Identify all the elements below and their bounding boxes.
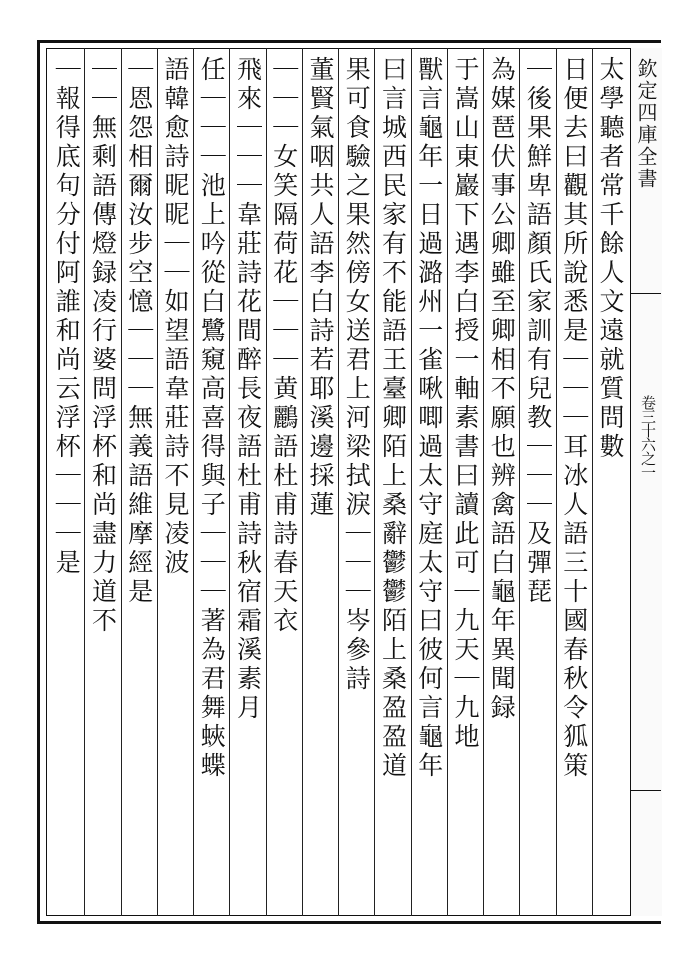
column-rule [374, 48, 375, 916]
margin-volume: 卷三十六之一 [639, 395, 657, 479]
column-rule [229, 48, 230, 916]
text-column: 為媒琶伏事公卿雖至卿相不願也辨禽語白龜年異聞録 [487, 56, 517, 723]
column-rule [302, 48, 303, 916]
column-rule [193, 48, 194, 916]
margin-divider [630, 293, 661, 294]
margin-divider [630, 790, 661, 791]
text-column: 飛來｜｜｜韋莊詩花間醉長夜語杜甫詩秋宿霜溪素月 [233, 56, 263, 723]
column-rule [121, 48, 122, 916]
text-column: 日便去曰觀其所說悉是｜｜｜耳冰人語三十國春秋令狐策 [559, 56, 589, 781]
text-column: ｜後果鮮卑語顏氏家訓有兒教｜｜｜及彈琵 [523, 56, 553, 607]
column-rule [519, 48, 520, 916]
column-rule [592, 48, 593, 916]
column-rule [84, 48, 85, 916]
text-column: ｜報得底句分付阿誰和尚云浮杯｜｜｜是 [52, 56, 82, 578]
column-rule [483, 48, 484, 916]
text-column: 語韓愈詩昵昵｜｜如望語韋莊詩不見凌波 [161, 56, 190, 578]
column-rule [157, 48, 158, 916]
column-rule [266, 48, 267, 916]
text-column: 任｜｜｜池上吟從白鷺窺高喜得與子｜｜｜著為君舞蛺蝶 [197, 56, 227, 781]
column-rule [411, 48, 412, 916]
column-rule [338, 48, 339, 916]
text-column: 太學聽者常千餘人文遠就質問數 [596, 56, 625, 462]
text-column: 董賢氣咽共人語李白詩若耶溪邊採蓮 [306, 56, 335, 520]
text-column: ｜｜｜女笑隔荷花｜｜｜黄鸝語杜甫詩春天衣 [269, 56, 299, 636]
text-column: 獸言龜年一日過潞州一雀啾唧過太守庭太守曰彼何言龜年 [414, 56, 444, 781]
text-column: ｜恩怨相爾汝步空憶｜｜｜無義語維摩經是 [124, 56, 154, 607]
text-column: ｜｜無剩語傳燈録凌行婆問浮杯和尚盡力道不 [88, 56, 118, 636]
text-column: 曰言城西民家有不能語王臺卿陌上桑辭鬱鬱陌上桑盈盈道 [378, 56, 408, 781]
column-rule [556, 48, 557, 916]
margin-title: 欽定四庫全書 [634, 58, 658, 190]
column-rule [447, 48, 448, 916]
text-column: 果可食驗之果然傍女送君上河梁拭淚｜｜｜岑參詩 [342, 56, 372, 694]
text-column: 于嵩山東巖下遇李白授一軸素書曰讀此可｜九天｜九地 [451, 56, 480, 752]
